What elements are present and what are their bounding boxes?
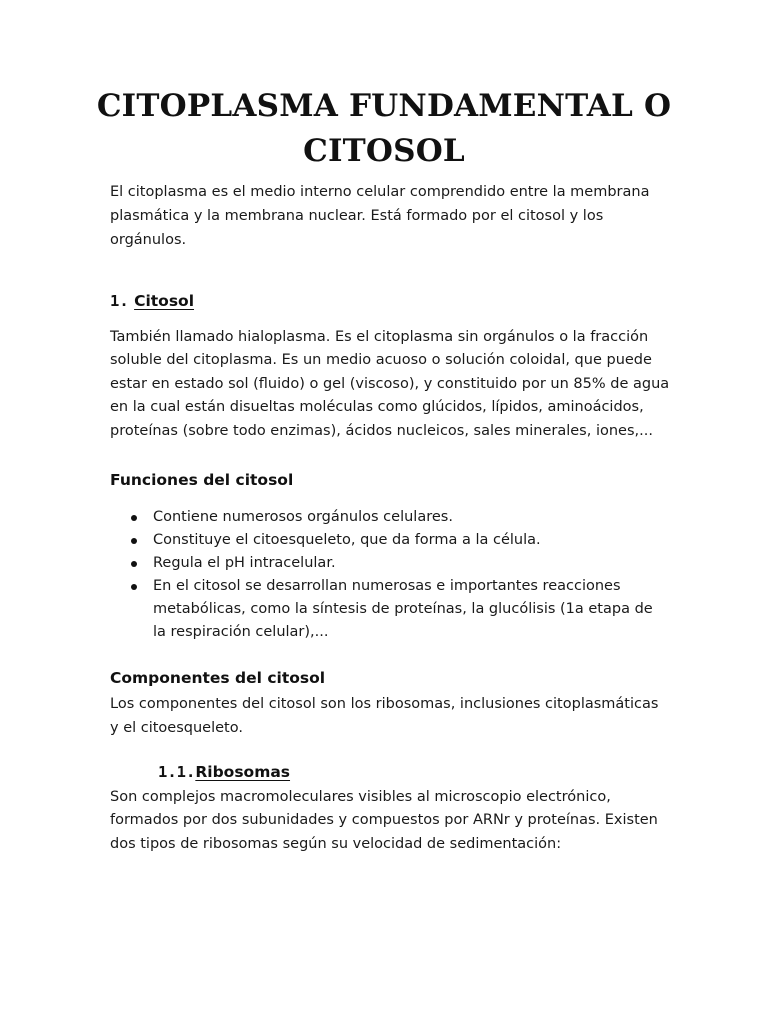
document-title: CITOPLASMA FUNDAMENTAL O CITOSOL — [96, 88, 672, 169]
bullet-icon — [131, 584, 137, 590]
intro-paragraph: El citoplasma es el medio interno celular comprendido entre la membrana plasmática y la membrana nuclear. Está formado por el citosol y los orgánulos. — [110, 184, 650, 248]
section-heading-citosol — [110, 290, 194, 312]
list-item — [110, 575, 670, 644]
citosol-paragraph: También llamado hialoplasma. Es el citoplasma sin orgánulos o la fracción soluble del citoplasma. Es un medio acuoso o solución coloidal, que puede estar en estado sol (fluido) o gel (viscoso), y constituido por un 85% de agua en la cual están disueltas moléculas como glúcidos, lípidos, aminoácidos, proteínas (sobre todo enzimas), ácidos nucleicos, sales minerales, iones,... — [110, 329, 670, 439]
list-item-text: Regula el pH intracelular. — [153, 555, 336, 571]
ribosomas-paragraph: Son complejos macromoleculares visibles al microscopio electrónico, formados por dos subunidades y compuestos por ARNr y proteínas. Existen dos tipos de ribosomas según su velocidad de sedimentación: — [110, 789, 658, 852]
list-item — [110, 529, 670, 552]
subsection-number: 1.1. — [158, 763, 196, 781]
list-item — [110, 506, 670, 529]
componentes-paragraph: Los componentes del citosol son los ribosomas, inclusiones citoplasmáticas y el citoesqueleto. — [110, 696, 659, 736]
list-item-text: En el citosol se desarrollan numerosas e importantes reacciones metabólicas, como la síntesis de proteínas, la glucólisis (1a etapa de la respiración celular),... — [153, 578, 653, 640]
bullet-icon — [131, 561, 137, 567]
section-heading-ribosomas — [158, 761, 290, 783]
section-number: 1. — [110, 292, 129, 310]
list-item-text: Constituye el citoesqueleto, que da forma a la célula. — [153, 532, 541, 548]
list-item-text: Contiene numerosos orgánulos celulares. — [153, 509, 453, 525]
bullet-icon — [131, 538, 137, 544]
funciones-list — [110, 506, 670, 644]
funciones-heading: Funciones del citosol — [110, 471, 294, 489]
bullet-icon — [131, 515, 137, 521]
componentes-heading: Componentes del citosol — [110, 669, 326, 687]
list-item — [110, 552, 670, 575]
subsection-title: Ribosomas — [195, 763, 291, 781]
section-title: Citosol — [134, 292, 195, 310]
